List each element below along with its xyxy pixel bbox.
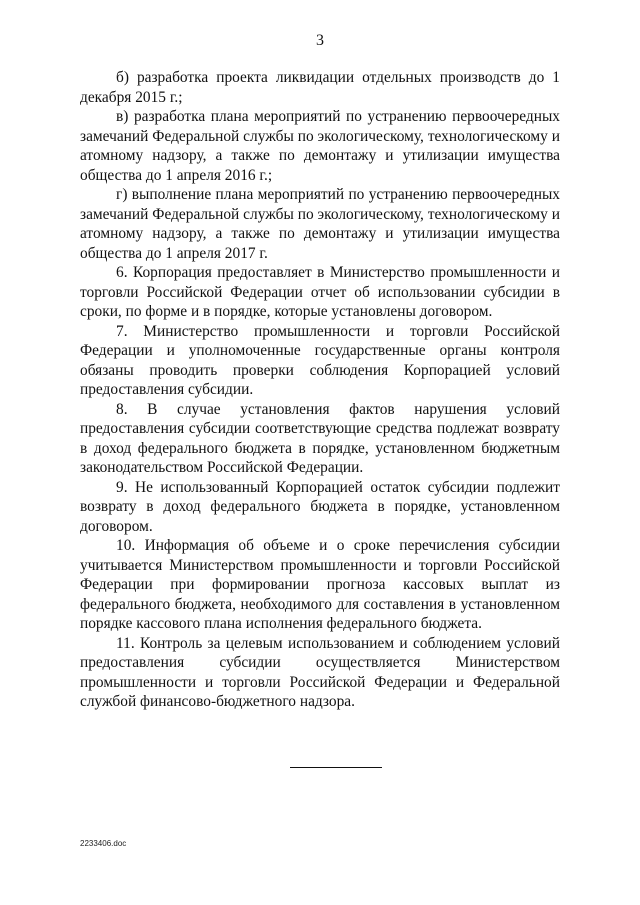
paragraph-clause-7: 7. Министерство промышленности и торговли Российской Федерации и уполномоченные государственные органы контроля обязаны проводить проверки соблюдения Корпорацией условий предоставления субсидии. [80, 322, 560, 398]
paragraph-clause-9: 9. Не использованный Корпорацией остаток субсидии подлежит возврату в доход федерального бюджета в порядке, установленном договором. [80, 478, 560, 535]
end-of-document-rule [290, 767, 382, 768]
paragraph-item-b: б) разработка проекта ликвидации отдельных производств до 1 декабря 2015 г.; [80, 69, 560, 106]
paragraph-item-g: г) выполнение плана мероприятий по устранению первоочередных замечаний Федеральной службы по экологическому, технологическому и атомному надзору, а также по демонтажу и утилизации имущества общества до 1 апреля 2017 г. [80, 186, 560, 262]
paragraph-clause-10: 10. Информация об объеме и о сроке перечисления субсидии учитывается Министерством промышленности и торговли Российской Федерации при формировании прогноза кассовых выплат из федерального бюджета, необходимого для составления в установленном порядке кассового плана исполнения федерального бюджета. [80, 537, 560, 632]
page-number: 3 [316, 32, 324, 49]
paragraph-clause-6: 6. Корпорация предоставляет в Министерство промышленности и торговли Российской Федерации отчет об использовании субсидии в сроки, по форме и в порядке, которые установлены договором. [80, 264, 560, 320]
paragraph-clause-11: 11. Контроль за целевым использованием и соблюдением условий предоставления субсидии осуществляется Министерством промышленности и торговли Российской Федерации и Федеральной службой финансово-бюджетного надзора. [80, 634, 560, 710]
document-file-code: 2233406.doc [80, 839, 127, 848]
paragraph-item-v: в) разработка плана мероприятий по устранению первоочередных замечаний Федеральной службы по экологическому, технологическому и атомному надзору, а также по демонтажу и утилизации имущества общества до 1 апреля 2016 г.; [80, 108, 560, 184]
paragraph-clause-8: 8. В случае установления фактов нарушения условий предоставления субсидии соответствующие средства подлежат возврату в доход федерального бюджета в порядке, установленном бюджетным законодательством Российской Федерации. [80, 400, 560, 476]
document-body [80, 68, 560, 712]
